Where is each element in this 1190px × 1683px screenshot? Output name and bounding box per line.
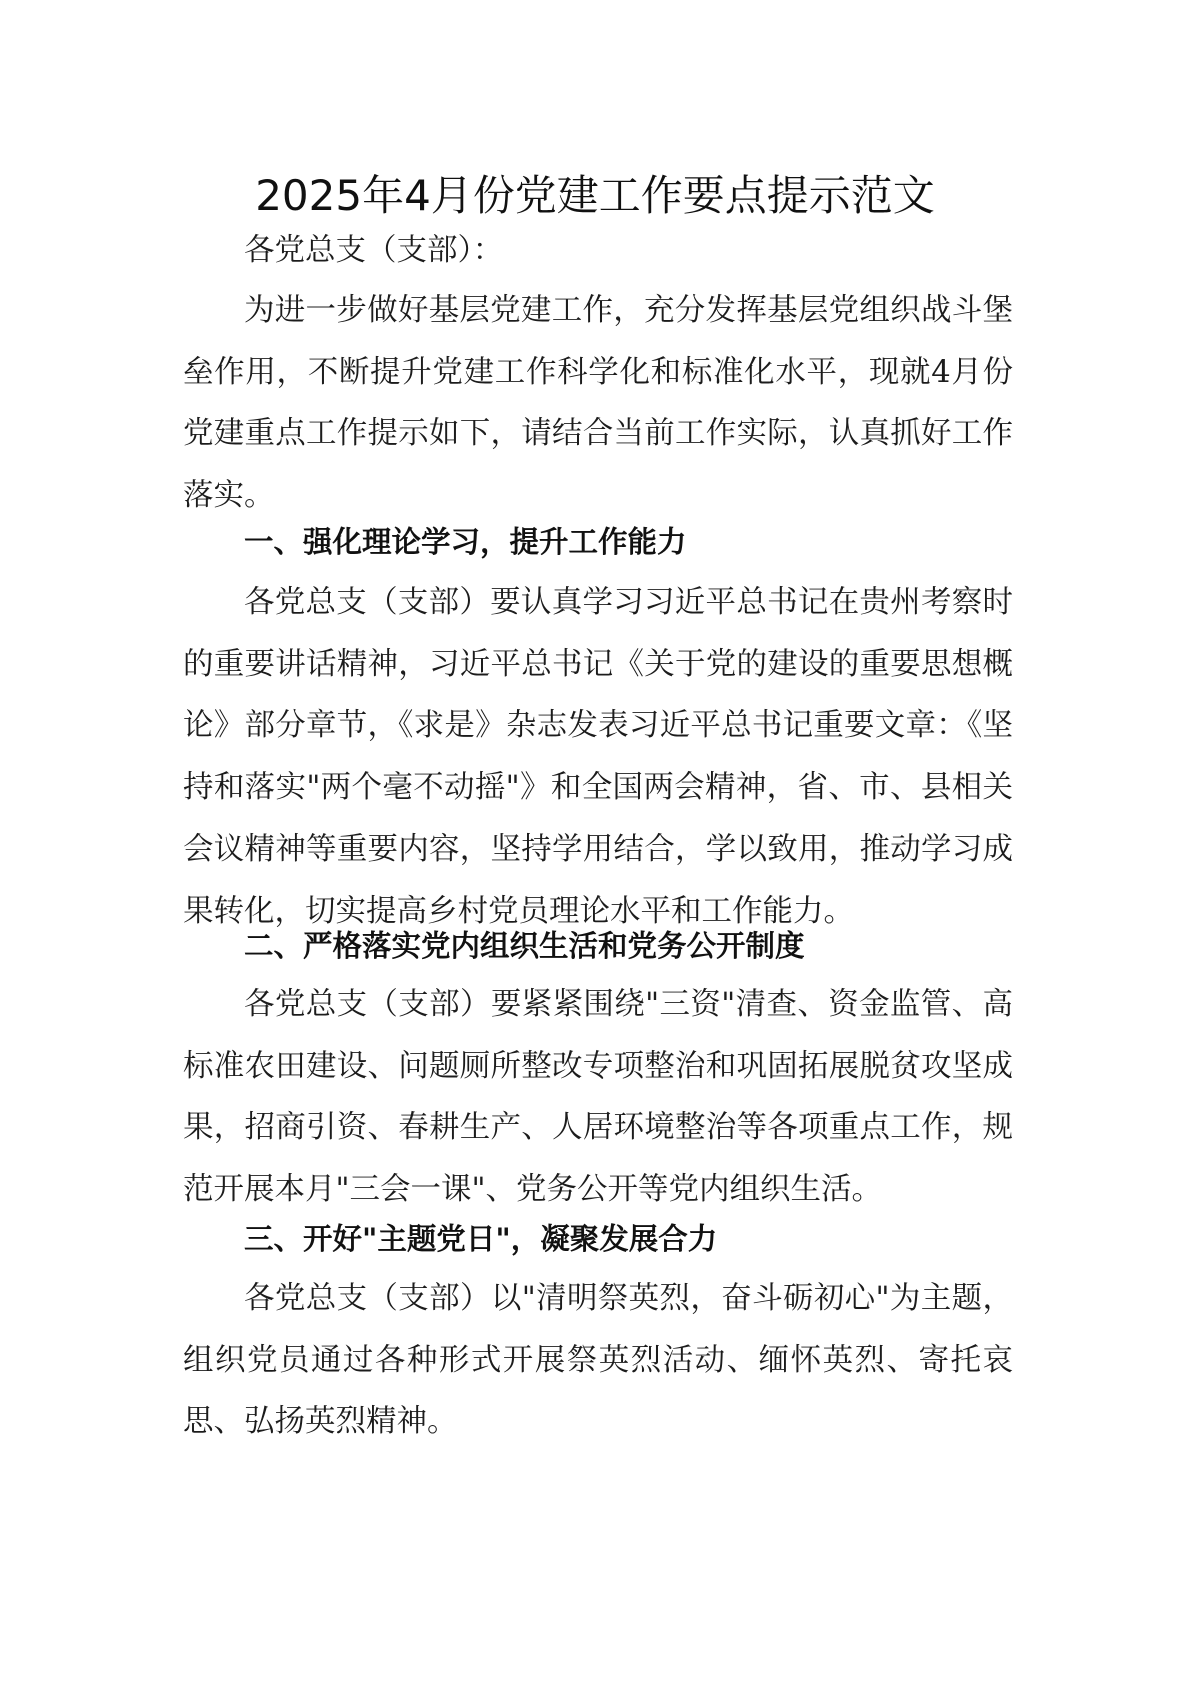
section-1-heading: 一、强化理论学习，提升工作能力	[244, 525, 687, 559]
section-3-body: 各党总支（支部）以"清明祭英烈，奋斗砺初心"为主题，组织党员通过各种形式开展祭英烈活动、缅怀英烈、寄托哀思、弘扬英烈精神。	[183, 1281, 1013, 1440]
intro-paragraph: 为进一步做好基层党建工作，充分发挥基层党组织战斗堡垒作用，不断提升党建工作科学化和标准化水平，现就4月份党建重点工作提示如下，请结合当前工作实际，认真抓好工作落实。	[183, 293, 1013, 514]
section-2-body: 各党总支（支部）要紧紧围绕"三资"清查、资金监管、高标准农田建设、问题厕所整改专项整治和巩固拓展脱贫攻坚成果，招商引资、春耕生产、人居环境整治等各项重点工作，规范开展本月"三会一课"、党务公开等党内组织生活。	[183, 987, 1013, 1208]
section-1-body: 各党总支（支部）要认真学习习近平总书记在贵州考察时的重要讲话精神，习近平总书记《关于党的建设的重要思想概论》部分章节，《求是》杂志发表习近平总书记重要文章：《坚持和落实"两个毫不动摇"》和全国两会精神，省、市、县相关会议精神等重要内容，坚持学用结合，学以致用，推动学习成果转化，切实提高乡村党员理论水平和工作能力。	[183, 585, 1013, 929]
salutation: 各党总支（支部）：	[244, 233, 504, 268]
section-2-heading: 二、严格落实党内组织生活和党务公开制度	[244, 929, 805, 963]
section-3-heading: 三、开好"主题党日"，凝聚发展合力	[244, 1222, 718, 1256]
document-title: 2025年4月份党建工作要点提示范文	[255, 171, 935, 220]
